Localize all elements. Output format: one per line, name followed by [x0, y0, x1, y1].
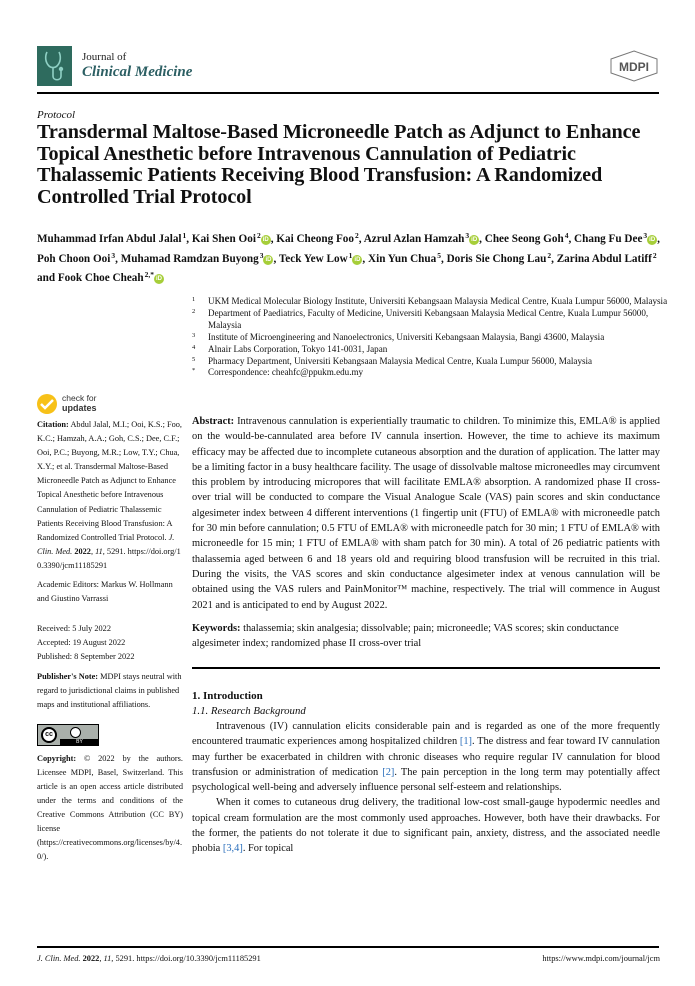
author-affiliation-marker: 4 [564, 231, 569, 240]
author-name: Zarina Abdul Latiff [556, 252, 652, 265]
author-affiliation-marker: 2 [547, 250, 552, 260]
footer-year: 2022 [82, 954, 100, 963]
subsection-heading: 1.1. Research Background [192, 704, 306, 717]
section-heading: 1. Introduction [192, 689, 263, 702]
affiliation-item [190, 356, 670, 368]
paragraph-text: When it comes to cutaneous drug delivery, the traditional low-cost small-gauge hypodermic needles and topical cream formulation are the most commonly used approaches. However, both have their drawbacks. For the former, the patients do not tolerate it due to significant pain, anxiety, distress, and the associated needle phobia [192, 797, 660, 855]
author-affiliation-marker: 3 [259, 250, 264, 260]
affiliation-number: 4 [192, 343, 196, 351]
affiliation-number: 3 [192, 331, 196, 339]
footer-doi-link[interactable]: , 5291. https://doi.org/10.3390/jcm11185291 [111, 954, 261, 963]
affiliation-item [190, 332, 670, 344]
author-name: Muhamad Ramdzan Buyong [120, 252, 259, 265]
affiliation-item [190, 308, 670, 332]
footer-journal-url[interactable]: https://www.mdpi.com/journal/jcm [542, 954, 660, 963]
author-name: Teck Yew Low [278, 252, 348, 265]
academic-editors: Academic Editors: Markus W. Hollmann and Giustino Varrassi [37, 580, 173, 604]
publisher-note-label: Publisher's Note: [37, 671, 99, 681]
check-for-updates-line2: updates [62, 403, 97, 413]
citation-label: Citation: [37, 420, 69, 429]
footer-divider [37, 946, 659, 948]
checkmark-icon [37, 394, 57, 414]
orcid-icon[interactable]: iD [265, 256, 272, 263]
abstract-text: Intravenous cannulation is experientially traumatic to children. To minimize this, EMLA® is applied on the would-be-cannulated area before IV cannula insertion. However, the time to achieve its maximum efficacy may be affected due to incomplete cutaneous absorption and the duration of application. The latter may be a limiting factor in a busy healthcare facility. The usage of dissolvable maltose microneedles may circumvent this problem by introducing micropores that will facilitate EMLA® absorption. A randomized phase II cross-over trial will be conducted to compare the Visual Analogue Scale (VAS) pain scores and skin conductance algesimeter index between 4 different interventions (1 fingertip unit (FTU) of EMLA® with microneedle patch for 30 min before cannulation; 0.5 FTU of EMLA® with microneedle patch for 30 min; 1 FTU of EMLA® with microneedle for 15 min; 1 FTU of EMLA® with sham patch for 30 min). A total of 26 pediatric patients with thalassemia aged between 6 and 18 years old and requiring blood transfusion will be recruited in this trial. During the visits, the VAS scores and skin conductance algesimeter index at venous cannulation will be obtained using the VAS rulers and PainMonitor™ machine, respectively. The trial will commence in August 2021 and is anticipated to end by August 2022. [192, 416, 660, 611]
footer-volume: 11 [103, 954, 112, 963]
dates [37, 622, 183, 664]
author-affiliation-marker: 5 [437, 250, 441, 260]
abstract-divider [192, 667, 660, 669]
abstract-label: Abstract: [192, 416, 235, 427]
affiliation-text: Correspondence: cheahfc@ppukm.edu.my [208, 367, 364, 378]
accepted-date: Accepted: 19 August 2022 [37, 638, 126, 648]
orcid-icon[interactable]: iD [156, 276, 162, 282]
citation: Citation: Abdul Jalal, M.I.; Ooi, K.S.; Foo, K.C.; Hamzah, A.A.; Goh, C.S.; Dee, C.F.; Ooi, P.C.; Buyong, M.R.; Low, T.Y.; Chua, X.Y.; et al. Transdermal Maltose-Based Microneedle Patch as Adjunct to Enhance Topical Anesthetic before Intravenous Cannulation of Pediatric Thalassemic Patients Receiving Blood Transfusion: A Randomized Controlled Trial Protocol. J. Clin. Med. 2022, 11, 5291. https://doi.org/10.3390/jcm11185291 [37, 420, 182, 570]
author-affiliation-marker: 3 [643, 231, 648, 240]
paragraph-text: . The pain perception in the long term may potentially affect psychological well-being and adversely influence personal self-esteem and relationships. [192, 766, 660, 794]
footer-citation: J. Clin. Med. 2022, 11, 5291. https://doi.org/10.3390/jcm11185291 [37, 954, 261, 963]
author-affiliation-marker: 2 [652, 250, 657, 260]
author-name: Chee Seong Goh [484, 233, 564, 245]
paragraph-text: . The distress and fear toward IV cannulation may further be exacerbated in children with chronic diseases who require regular IV cannulation for blood transfusion or administration of medication [192, 736, 660, 778]
attribution-person-icon [70, 727, 81, 738]
affiliation-item [190, 367, 670, 379]
affiliation-item [190, 344, 670, 356]
article-type: Protocol [37, 109, 76, 121]
author-affiliation-marker: 1 [348, 250, 353, 260]
author-name: Doris Sie Chong Lau [446, 252, 547, 265]
author-name: Kai Shen Ooi [191, 233, 256, 245]
author-name: Muhammad Irfan Abdul Jalal [37, 233, 182, 245]
abstract [192, 414, 660, 613]
author-name: Kai Cheong Foo [276, 233, 354, 245]
author-affiliation-marker: 2 [256, 231, 261, 240]
author-name: Fook Choe Cheah [57, 272, 144, 284]
paragraph-text: . For topical [242, 843, 294, 855]
article-title: Transdermal Maltose-Based Microneedle Patch as Adjunct to Enhance Topical Anesthetic before Intravenous Cannulation of Pediatric Thalassemic Patients Receiving Blood Transfusion: A Randomized Controlled Trial Protocol [37, 121, 641, 208]
journal-prefix: Journal of [82, 51, 127, 63]
affiliation-text: Department of Paediatrics, Faculty of Medicine, Universiti Kebangsaan Malaysia Medical Centre, Kuala Lumpur 56000, Malaysia [208, 307, 649, 330]
affiliation-number: 1 [192, 296, 196, 303]
orcid-icon[interactable]: iD [262, 237, 269, 243]
affiliation-item [190, 296, 670, 308]
author-list: Muhammad Irfan Abdul Jalal$^1$, Kai Shen Ooi$^2$ iD , Kai Cheong Foo$^2$, Azrul Azlan Hamzah$^3$ iD , Chee Seong Goh$^4$, Chang Fu Dee$^3$ iD , Poh Choon Ooi$^3$, Muhamad Ramdzan Buyong$^3$ iD , Teck Yew Low$^1$ iD , Xin Yun Chua$^5$, Doris Sie Chong Lau$^2$, Zarina Abdul Latiff$^2$ and Fook Choe Cheah$^{2,*}$ iD [37, 231, 660, 284]
author-name: Azrul Azlan Hamzah [363, 233, 465, 245]
affiliation-text: Institute of Microengineering and Nanoelectronics, Universiti Kebangsaan Malaysia, Bangi 43600, Malaysia [208, 331, 605, 342]
mdpi-logo[interactable] [609, 50, 659, 82]
orcid-icon[interactable]: iD [649, 237, 656, 243]
affiliations [190, 296, 670, 379]
cc-icon: cc [41, 727, 57, 743]
sidebar [37, 392, 183, 865]
published-date: Published: 8 September 2022 [37, 652, 135, 662]
citation-volume: 11 [95, 546, 103, 556]
by-label: BY [60, 739, 99, 745]
copyright-label: Copyright: [37, 753, 77, 763]
author-affiliation-marker: 2,* [144, 270, 154, 279]
citation-journal: J. Clin. Med. [37, 532, 175, 556]
stethoscope-icon [37, 46, 72, 86]
citation-doi-link[interactable]: , 5291. https://doi.org/10.3390/jcm11185291 [37, 546, 181, 570]
keywords-text: thalassemia; skin analgesia; dissolvable; pain; microneedle; VAS scores; skin conductance algesimeter index; randomized phase II cross-over trial [192, 622, 619, 650]
check-for-updates-line1: check for [62, 393, 97, 403]
affiliation-number: 2 [192, 307, 196, 315]
copyright [37, 752, 183, 865]
keywords-label: Keywords: [192, 622, 241, 634]
main-column [192, 414, 660, 857]
journal-name: Clinical Medicine [82, 64, 193, 80]
affiliation-text: Alnair Labs Corporation, Tokyo 141-0031, Japan [208, 343, 388, 354]
reference-link[interactable]: [3,4] [222, 843, 243, 855]
mdpi-logo-text: MDPI [619, 60, 649, 74]
keywords [192, 621, 660, 652]
publisher-note [37, 670, 183, 712]
journal-header [37, 46, 659, 86]
received-date: Received: 5 July 2022 [37, 624, 111, 634]
copyright-text: © 2022 by the authors. Licensee MDPI, Basel, Switzerland. This article is an open access article distributed under the terms and conditions of the Creative Commons Attribution (CC BY) license (https://creativecommons.org/licenses/by/4.0/). [37, 753, 183, 862]
reference-link[interactable]: [1] [459, 736, 472, 748]
body-paragraph-2 [192, 795, 660, 856]
affiliation-text: UKM Medical Molecular Biology Institute, Universiti Kebangsaan Malaysia Medical Centre, Kuala Lumpur 56000, Malaysia [208, 296, 668, 306]
body-paragraph-1 [192, 719, 660, 795]
footer-journal: J. Clin. Med. [37, 954, 81, 963]
author-affiliation-marker: 2 [354, 231, 359, 240]
mdpi-logo-icon [609, 50, 659, 82]
publisher-note-text: MDPI stays neutral with regard to jurisdictional claims in published maps and institutional affiliations. [37, 671, 182, 709]
orcid-icon[interactable]: iD [354, 256, 361, 263]
author-name: Xin Yun Chua [368, 252, 437, 265]
journal-logo [37, 46, 72, 86]
author-name: Chang Fu Dee [574, 233, 643, 245]
header-divider [37, 92, 659, 94]
affiliation-text: Pharmacy Department, Universiti Kebangsaan Malaysia Medical Centre, Kuala Lumpur 56000, Malaysia [208, 355, 593, 366]
author-affiliation-marker: 1 [182, 231, 187, 240]
paragraph-text: Intravenous (IV) cannulation elicits considerable pain and is regarded as one of the more frequently encountered traumatic experiences among hospitalized children [192, 720, 660, 748]
author-affiliation-marker: 3 [465, 231, 470, 240]
author-affiliation-marker: 3 [111, 250, 116, 260]
author-name: Poh Choon Ooi [37, 252, 111, 265]
cc-by-license-badge[interactable] [37, 724, 99, 746]
orcid-icon[interactable]: iD [471, 237, 478, 243]
citation-text: Abdul Jalal, M.I.; Ooi, K.S.; Foo, K.C.; Hamzah, A.A.; Goh, C.S.; Dee, C.F.; Ooi, P.C.; Buyong, M.R.; Low, T.Y.; Chua, X.Y.; et al. Transdermal Maltose-Based Microneedle Patch as Adjunct to Enhance Topical Anesthetic before Intravenous Cannulation of Pediatric Thalassemic Patients Receiving Blood Transfusion: A Randomized Controlled Trial Protocol. [37, 420, 182, 542]
citation-year: 2022 [74, 546, 91, 556]
reference-link[interactable]: [2] [382, 766, 395, 778]
affiliation-number: 5 [192, 355, 196, 363]
check-for-updates-button[interactable] [37, 392, 183, 416]
affiliation-number: * [192, 367, 196, 375]
